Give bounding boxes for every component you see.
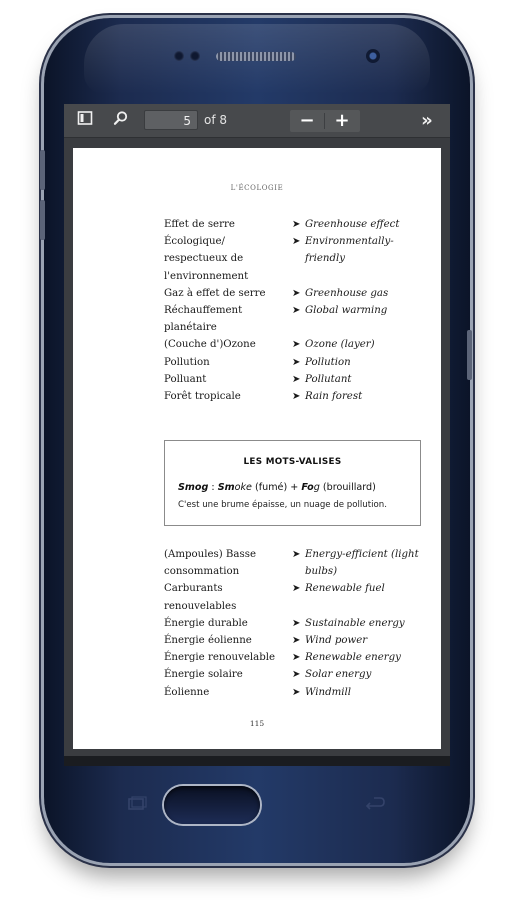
box-smog-line: [178, 482, 376, 493]
french-term: Éolienne: [164, 686, 210, 698]
english-term-text: Rain forest: [305, 391, 363, 402]
english-term: [292, 632, 432, 649]
vocab-row: [164, 216, 434, 233]
french-term: Énergie solaire: [164, 669, 243, 681]
french-term: Carburants renouvelables: [164, 583, 237, 612]
french-term: Énergie durable: [164, 617, 248, 629]
french-term: Effet de serre: [164, 219, 235, 230]
brouillard-text: (brouillard): [319, 482, 376, 493]
page-total-label: of 8: [204, 113, 228, 127]
smog-word: Smog: [178, 482, 209, 493]
english-term: [292, 371, 432, 388]
front-camera: [366, 49, 380, 63]
zoom-controls: [290, 110, 360, 132]
vocab-row: [164, 649, 434, 666]
english-term-text: Renewable energy: [305, 652, 401, 664]
smoke-prefix: Sm: [217, 482, 235, 493]
arrow-icon: ➤: [292, 669, 301, 681]
arrow-icon: ➤: [292, 391, 301, 402]
english-term: [292, 302, 432, 319]
french-term: Énergie renouvelable: [164, 652, 276, 664]
vocab-row: [164, 546, 434, 580]
english-term: [292, 336, 432, 353]
light-sensor: [190, 51, 200, 61]
home-button[interactable]: [164, 786, 260, 824]
english-term: [292, 580, 432, 597]
english-term-text: Solar energy: [305, 669, 372, 681]
page-number-input[interactable]: 5: [144, 110, 198, 130]
vocab-row: [164, 354, 434, 371]
english-term: [292, 546, 432, 580]
french-term: Gaz à effet de serre: [164, 287, 266, 299]
english-term-text: Energy-efficient (light bulbs): [305, 549, 419, 578]
arrow-icon: ➤: [292, 652, 301, 664]
vocab-row: [164, 233, 434, 285]
english-term: [292, 233, 432, 267]
french-term: Polluant: [164, 373, 207, 385]
double-chevron-right-icon[interactable]: »: [421, 110, 433, 131]
french-term: Écologique/ respectueux de l'environnement: [164, 236, 249, 282]
document-viewport[interactable]: [64, 138, 450, 766]
recent-apps-icon[interactable]: [126, 796, 148, 816]
arrow-icon: ➤: [292, 373, 301, 385]
vocab-row: [164, 285, 434, 302]
arrow-icon: ➤: [292, 686, 301, 698]
english-term-text: Sustainable energy: [305, 617, 405, 629]
vocab-row: [164, 666, 434, 683]
arrow-icon: ➤: [292, 236, 301, 248]
vocab-row: [164, 580, 434, 614]
english-term-text: Wind power: [305, 635, 368, 646]
french-term: Réchauffement planétaire: [164, 305, 243, 334]
english-term: [292, 216, 432, 233]
english-term: [292, 388, 432, 405]
zoom-out-button[interactable]: −: [299, 110, 315, 131]
english-term: [292, 354, 432, 371]
sidebar-toggle-icon[interactable]: [74, 110, 96, 132]
french-term: (Couche d')Ozone: [164, 339, 256, 351]
mots-valises-box: [164, 440, 421, 526]
phone-frame: [44, 18, 470, 863]
arrow-icon: ➤: [292, 635, 301, 646]
english-term: [292, 615, 432, 632]
french-term: Énergie éolienne: [164, 635, 252, 646]
search-icon[interactable]: [110, 110, 132, 132]
back-icon[interactable]: [364, 796, 386, 816]
pdf-page: [73, 148, 441, 749]
english-term-text: Windmill: [305, 686, 352, 698]
arrow-icon: ➤: [292, 356, 301, 368]
smoke-rest: oke: [234, 482, 252, 493]
pdf-toolbar: [64, 104, 450, 138]
english-term-text: Greenhouse gas: [305, 287, 389, 299]
english-term-text: Renewable fuel: [305, 583, 385, 595]
zoom-in-button[interactable]: +: [334, 110, 350, 131]
screen: [64, 104, 450, 766]
english-term-text: Pollution: [305, 356, 351, 368]
vocab-row: [164, 336, 434, 353]
colon: :: [208, 482, 218, 493]
french-term: Pollution: [164, 356, 210, 368]
fume-text: (fumé) +: [251, 482, 302, 493]
fog-rest: g: [313, 482, 320, 493]
volume-up-button: [40, 150, 45, 190]
arrow-icon: ➤: [292, 219, 301, 230]
vocab-row: [164, 615, 434, 632]
fog-prefix: Fo: [301, 482, 314, 493]
box-definition: C'est une brume épaisse, un nuage de pollution.: [178, 500, 387, 510]
french-term: (Ampoules) Basse consommation: [164, 549, 256, 578]
vocab-row: [164, 632, 434, 649]
box-title: LES MOTS-VALISES: [243, 457, 342, 467]
arrow-icon: ➤: [292, 305, 301, 316]
french-term: Forêt tropicale: [164, 391, 241, 402]
vocab-row: [164, 684, 434, 701]
proximity-sensor: [174, 51, 184, 61]
english-term-text: Environmentally-friendly: [305, 236, 394, 265]
english-term-text: Global warming: [305, 305, 388, 316]
vocab-row: [164, 302, 434, 336]
vocab-row: [164, 388, 434, 405]
screen-bottom-strip: [64, 756, 450, 766]
volume-down-button: [40, 200, 45, 240]
arrow-icon: ➤: [292, 617, 301, 629]
english-term: [292, 684, 432, 701]
vocab-row: [164, 371, 434, 388]
running-head: L'ÉCOLOGIE: [230, 184, 284, 192]
english-term-text: Ozone (layer): [305, 339, 375, 351]
english-term: [292, 649, 432, 666]
english-term: [292, 666, 432, 683]
arrow-icon: ➤: [292, 287, 301, 299]
power-button: [467, 330, 472, 380]
english-term: [292, 285, 432, 302]
page-number: 115: [249, 719, 265, 728]
english-term-text: Greenhouse effect: [305, 219, 400, 230]
earpiece-speaker: [216, 52, 296, 61]
arrow-icon: ➤: [292, 339, 301, 351]
arrow-icon: ➤: [292, 549, 301, 560]
arrow-icon: ➤: [292, 583, 301, 595]
english-term-text: Pollutant: [305, 373, 352, 385]
